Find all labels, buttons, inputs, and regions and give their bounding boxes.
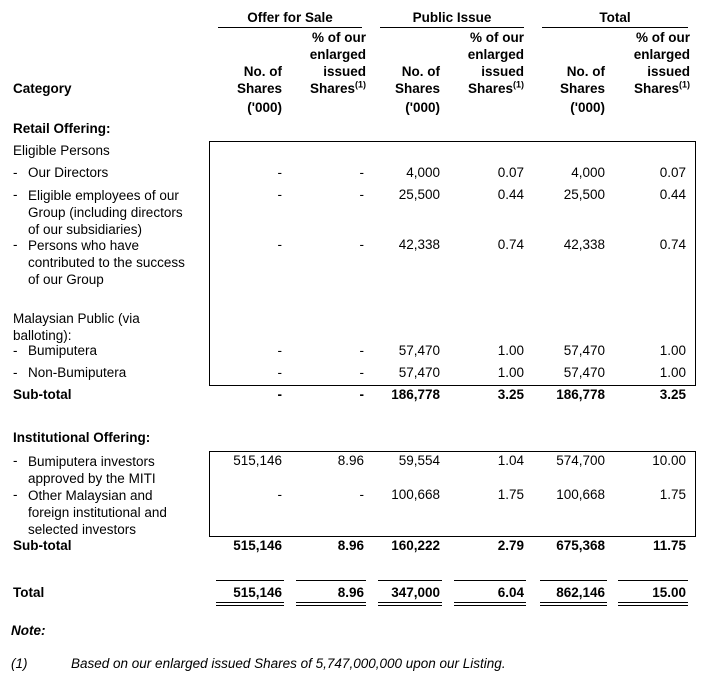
subheader-tot-pct: % of our enlarged issued Shares$^{(1)}$ <box>633 30 690 96</box>
cell-ofs-no: - <box>277 487 282 502</box>
cell-ofs-pct: - <box>359 365 364 380</box>
cell-ofs-no: - <box>277 165 282 180</box>
cell-pi-no: 100,668 <box>391 487 440 502</box>
cell-ofs-pct: - <box>359 343 364 358</box>
cell-ofs-pct: - <box>359 187 364 202</box>
total-double-rule <box>454 605 526 606</box>
row-label-bumiputera: Bumiputera <box>28 343 98 358</box>
cell-pi-no: 57,470 <box>398 365 440 380</box>
cell-pi-pct: 0.74 <box>497 237 524 252</box>
cell-ofs-pct: 8.96 <box>337 453 364 468</box>
subtotal-ofs-pct: 8.96 <box>337 538 364 553</box>
cell-tot-pct: 1.75 <box>659 487 686 502</box>
header-public-issue: Public Issue <box>412 10 492 25</box>
total-tot-no: 862,146 <box>556 585 605 600</box>
total-double-rule <box>618 602 688 603</box>
subheader-pi-unit: ('000) <box>405 100 440 115</box>
header-offer-for-sale: Offer for Sale <box>247 10 333 25</box>
row-dash: - <box>13 343 18 358</box>
institutional-subtotal-label: Sub-total <box>13 538 72 553</box>
note-marker: (1) <box>11 656 28 671</box>
cell-tot-pct: 1.00 <box>659 365 686 380</box>
cell-ofs-pct: - <box>359 165 364 180</box>
cell-tot-no: 42,338 <box>563 237 605 252</box>
subtotal-tot-no: 675,368 <box>556 538 605 553</box>
cell-pi-pct: 0.44 <box>497 187 524 202</box>
total-top-rule <box>378 580 442 581</box>
subheader-pi-pct: % of our enlarged issued Shares$^{(1)}$ <box>467 30 524 96</box>
subtotal-ofs-no: 515,146 <box>233 538 282 553</box>
header-category: Category <box>13 81 72 96</box>
malaysian-public-title: Malaysian Public (via balloting): <box>13 311 140 343</box>
cell-pi-pct: 1.00 <box>497 365 524 380</box>
total-top-rule <box>540 580 607 581</box>
total-double-rule <box>540 602 607 603</box>
retail-offering-title: Retail Offering: <box>13 121 111 136</box>
total-ofs-no: 515,146 <box>233 585 282 600</box>
row-label-eligible-employees: Eligible employees of our Group (including directors of our subsidiaries) <box>28 188 183 237</box>
subtotal-ofs-no: - <box>277 387 282 402</box>
total-top-rule <box>618 580 688 581</box>
cell-ofs-no: 515,146 <box>233 453 282 468</box>
row-label-bumiputera-investors: Bumiputera investors approved by the MITI <box>28 454 156 486</box>
cell-tot-pct: 10.00 <box>652 453 686 468</box>
header-underline-total <box>542 27 688 28</box>
row-label-non-bumiputera: Non-Bumiputera <box>28 365 127 380</box>
cell-ofs-no: - <box>277 343 282 358</box>
subheader-ofs-unit: ('000) <box>247 100 282 115</box>
total-double-rule <box>378 602 442 603</box>
total-pi-no: 347,000 <box>391 585 440 600</box>
row-dash: - <box>13 487 18 502</box>
total-top-rule <box>454 580 526 581</box>
institutional-offering-title: Institutional Offering: <box>13 430 151 445</box>
cell-tot-pct: 0.74 <box>659 237 686 252</box>
cell-pi-no: 42,338 <box>398 237 440 252</box>
cell-pi-no: 4,000 <box>406 165 440 180</box>
cell-tot-no: 25,500 <box>563 187 605 202</box>
subtotal-ofs-pct: - <box>359 387 364 402</box>
total-tot-pct: 15.00 <box>652 585 686 600</box>
cell-pi-pct: 1.04 <box>497 453 524 468</box>
total-top-rule <box>216 580 284 581</box>
row-dash: - <box>13 365 18 380</box>
row-dash: - <box>13 453 18 468</box>
total-label: Total <box>13 585 45 600</box>
cell-ofs-no: - <box>277 365 282 380</box>
subtotal-tot-pct: 11.75 <box>652 538 686 553</box>
cell-tot-pct: 0.44 <box>659 187 686 202</box>
cell-ofs-pct: - <box>359 487 364 502</box>
note-text: Based on our enlarged issued Shares of 5,747,000,000 upon our Listing. <box>71 656 506 671</box>
cell-ofs-no: - <box>277 237 282 252</box>
cell-tot-no: 100,668 <box>556 487 605 502</box>
subheader-tot-no: No. of Shares <box>559 64 605 96</box>
cell-tot-pct: 1.00 <box>659 343 686 358</box>
subtotal-pi-pct: 3.25 <box>497 387 524 402</box>
total-double-rule <box>540 605 607 606</box>
total-top-rule <box>296 580 366 581</box>
cell-ofs-no: - <box>277 187 282 202</box>
cell-tot-no: 4,000 <box>571 165 605 180</box>
subtotal-pi-no: 160,222 <box>391 538 440 553</box>
retail-subtotal-label: Sub-total <box>13 387 72 402</box>
note-title: Note: <box>11 623 46 638</box>
subtotal-tot-no: 186,778 <box>556 387 605 402</box>
total-ofs-pct: 8.96 <box>337 585 364 600</box>
total-double-rule <box>216 602 284 603</box>
row-label-other-malaysian: Other Malaysian and foreign institutional and selected investors <box>28 488 167 537</box>
eligible-persons-title: Eligible Persons <box>13 143 110 158</box>
subtotal-tot-pct: 3.25 <box>659 387 686 402</box>
total-double-rule <box>216 605 284 606</box>
cell-pi-pct: 1.75 <box>497 487 524 502</box>
row-dash: - <box>13 187 18 202</box>
row-dash: - <box>13 165 18 180</box>
total-double-rule <box>378 605 442 606</box>
header-underline-ofs <box>218 27 362 28</box>
cell-tot-no: 57,470 <box>563 365 605 380</box>
subtotal-pi-pct: 2.79 <box>497 538 524 553</box>
subheader-ofs-no: No. of Shares <box>236 64 282 96</box>
header-total: Total <box>599 10 631 25</box>
cell-pi-no: 57,470 <box>398 343 440 358</box>
row-label-contributors: Persons who have contributed to the success of our Group <box>28 238 185 287</box>
cell-tot-pct: 0.07 <box>659 165 686 180</box>
total-double-rule <box>296 602 366 603</box>
row-dash: - <box>13 237 18 252</box>
header-underline-pi <box>380 27 524 28</box>
row-label-our-directors: Our Directors <box>28 165 109 180</box>
subheader-ofs-pct: % of our enlarged issued Shares$^{(1)}$ <box>309 30 366 96</box>
cell-pi-pct: 1.00 <box>497 343 524 358</box>
total-pi-pct: 6.04 <box>497 585 524 600</box>
cell-tot-no: 574,700 <box>556 453 605 468</box>
cell-ofs-pct: - <box>359 237 364 252</box>
total-double-rule <box>618 605 688 606</box>
subheader-pi-no: No. of Shares <box>394 64 440 96</box>
subheader-tot-unit: ('000) <box>570 100 605 115</box>
cell-pi-no: 59,554 <box>398 453 440 468</box>
cell-tot-no: 57,470 <box>563 343 605 358</box>
total-double-rule <box>296 605 366 606</box>
cell-pi-no: 25,500 <box>398 187 440 202</box>
cell-pi-pct: 0.07 <box>497 165 524 180</box>
total-double-rule <box>454 602 526 603</box>
subtotal-pi-no: 186,778 <box>391 387 440 402</box>
